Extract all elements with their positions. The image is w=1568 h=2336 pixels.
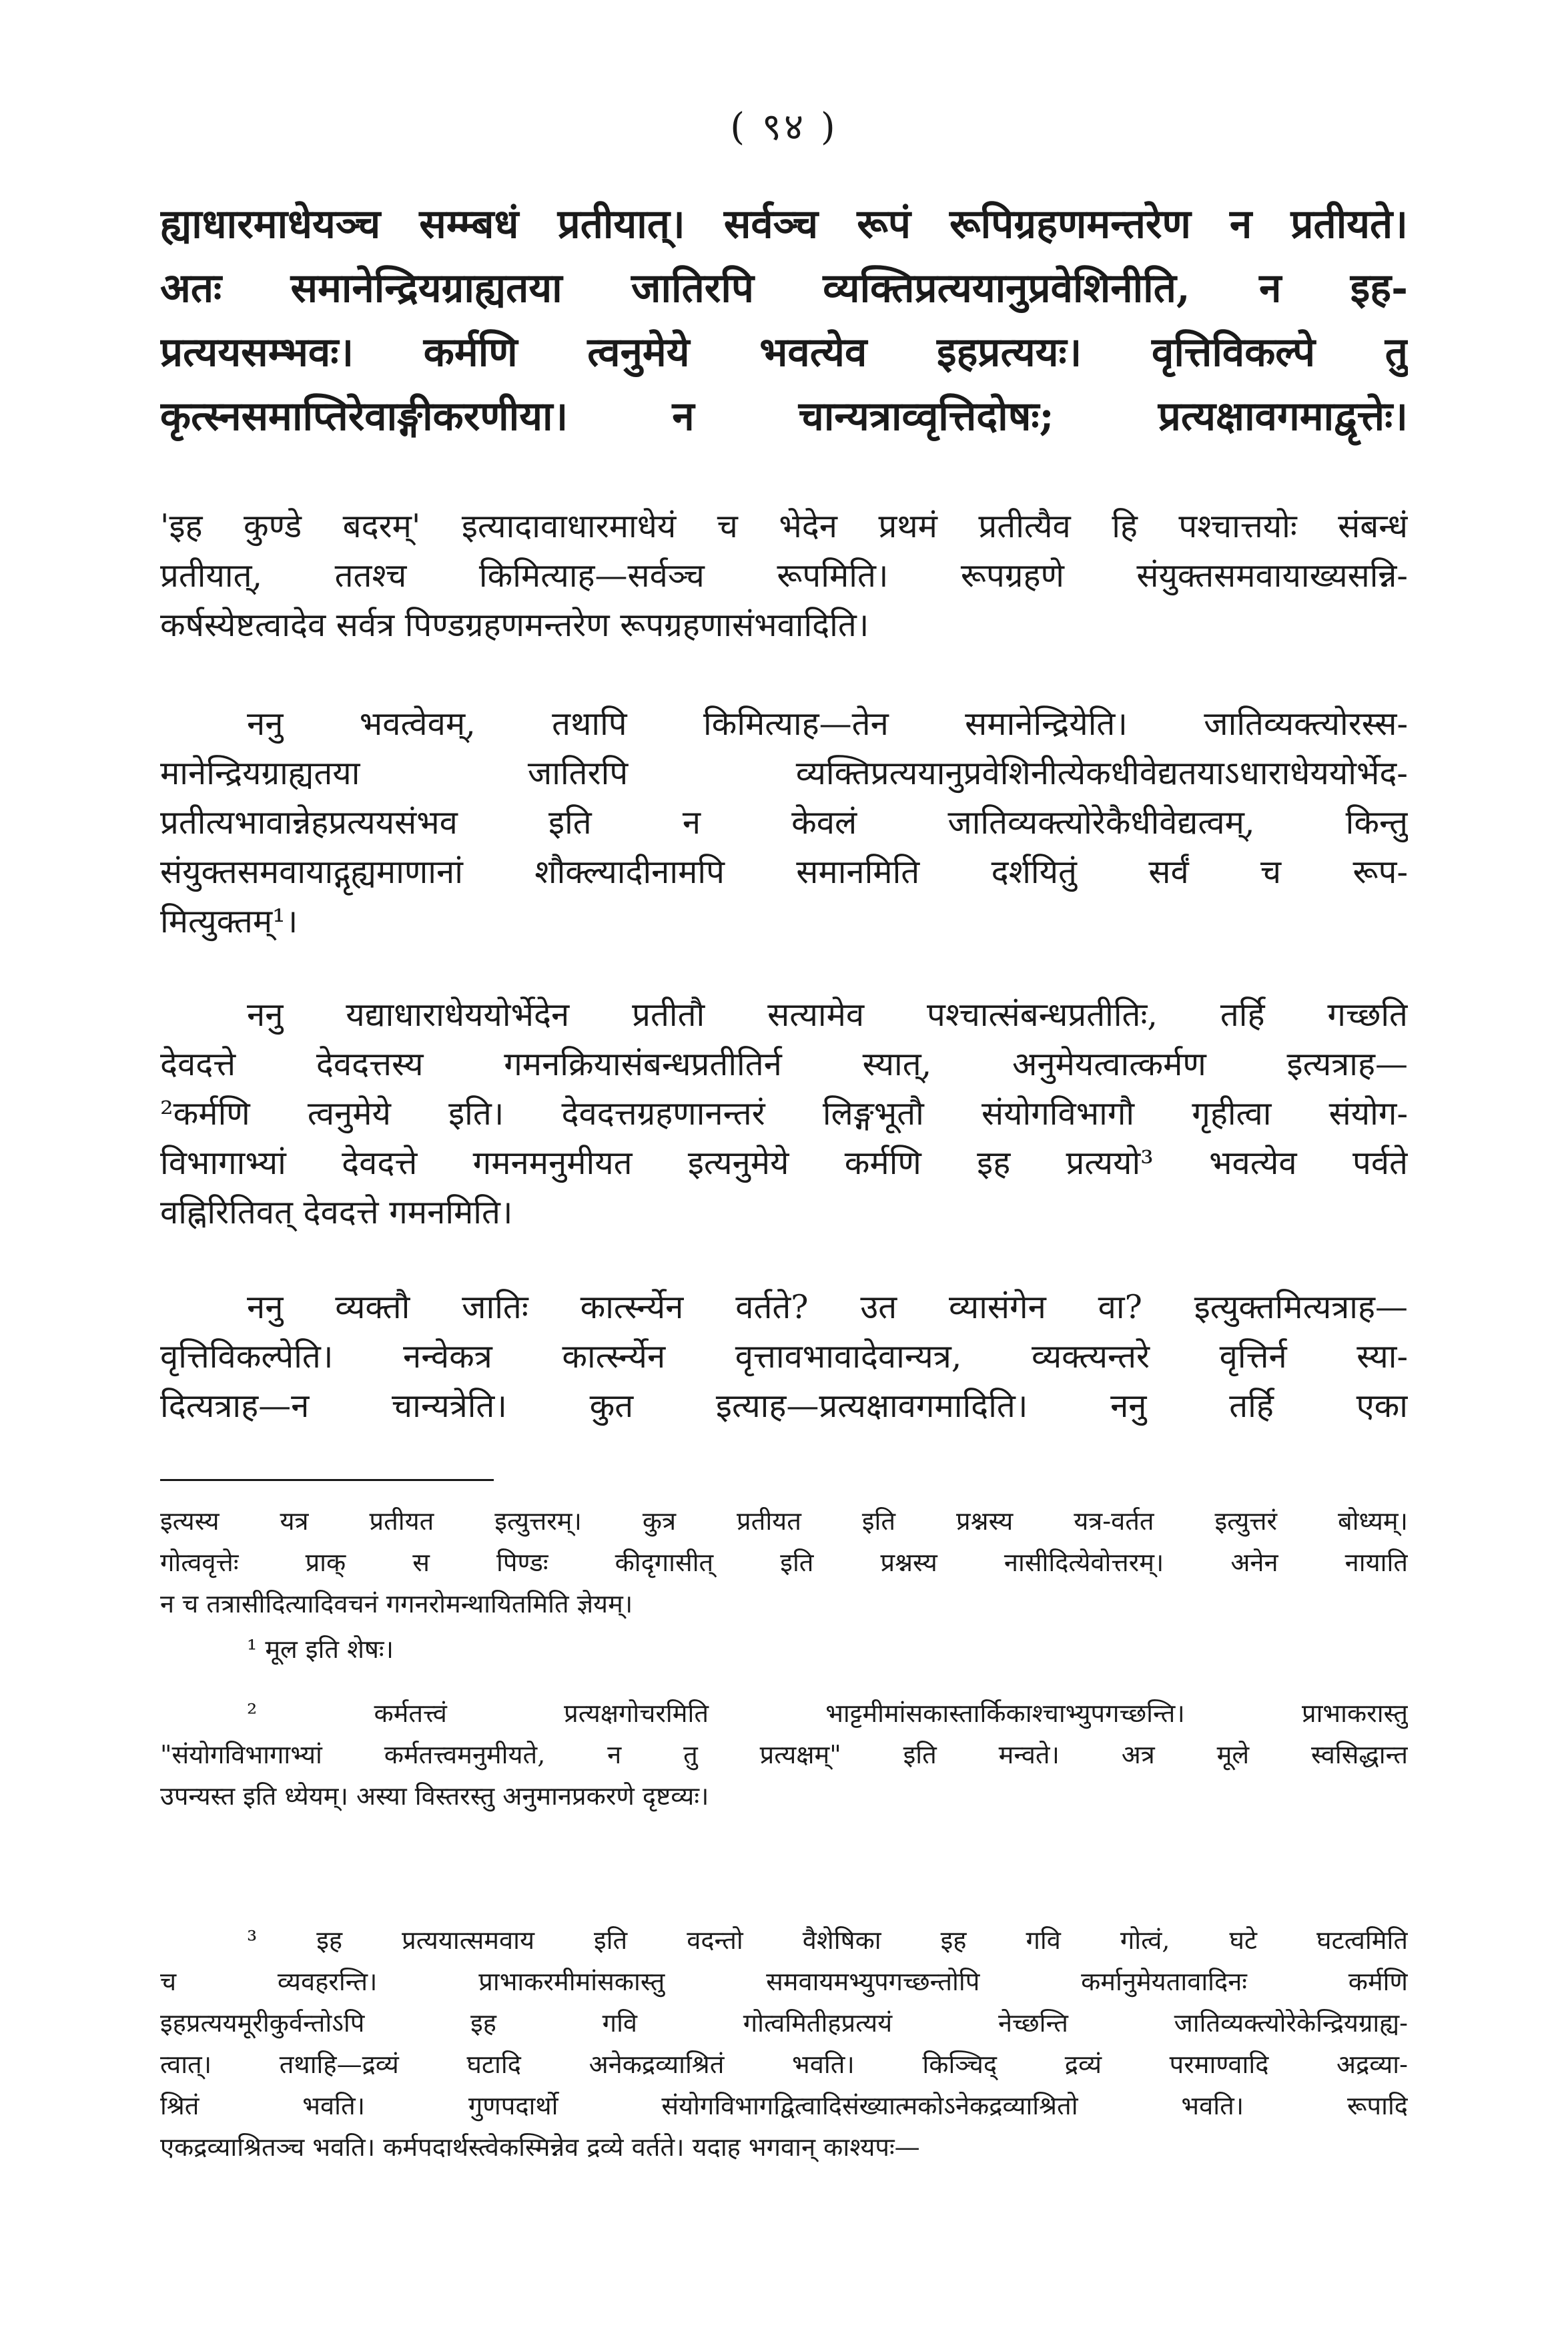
footnote-line: ² कर्मतत्त्वं प्रत्यक्षगोचरमिति भाट्टमीमांसकास्तार्किकाश्चाभ्युपगच्छन्ति। प्राभाकरास्तु	[247, 1699, 1408, 1728]
commentary-line: कर्षस्येष्टत्वादेव सर्वत्र पिण्डग्रहणमन्तरेण रूपग्रहणासंभवादिति।	[160, 606, 869, 644]
page-number: ( ९४ )	[730, 105, 838, 149]
footnote-line: न च तत्रासीदित्यादिवचनं गगनरोमन्थायितमिति ज्ञेयम्।	[160, 1589, 633, 1619]
commentary-line: ननु व्यक्तौ जातिः कार्त्स्न्येन वर्तते? उत व्यासंगेन वा? इत्युक्तमित्यत्राह—	[247, 1288, 1408, 1326]
commentary-line: मित्युक्तम्¹।	[160, 902, 298, 940]
commentary-line: प्रतीयात्, ततश्च किमित्याह—सर्वञ्च रूपमिति। रूपग्रहणे संयुक्तसमवायाख्यसन्नि-	[160, 557, 1408, 595]
commentary-paragraph	[160, 699, 1408, 946]
commentary-paragraph	[160, 502, 1408, 650]
commentary-line: वृत्तिविकल्पेति। नन्वेकत्र कार्त्स्न्येन वृत्तावभावादेवान्यत्र, व्यक्त्यन्तरे वृत्तिर्न स्या-	[160, 1338, 1408, 1376]
commentary-line: संयुक्तसमवायाद्गृह्यमाणानां शौक्ल्यादीनामपि समानमिति दर्शयितुं सर्वं च रूप-	[160, 853, 1408, 891]
commentary-line: वह्निरितिवत् देवदत्ते गमनमिति।	[160, 1193, 513, 1231]
footnote-continuation	[160, 1500, 1408, 1625]
footnote-line: उपन्यस्त इति ध्येयम्। अस्या विस्तरस्तु अनुमानप्रकरणे दृष्टव्यः।	[160, 1781, 709, 1811]
footnote-line: ¹ मूल इति शेषः।	[247, 1635, 394, 1664]
commentary-line: ननु यद्याधाराधेययोर्भेदेन प्रतीतौ सत्यामेव पश्चात्संबन्धप्रतीतिः, तर्हि गच्छति	[247, 996, 1408, 1034]
mula-line: ह्याधारमाधेयञ्च सम्म्बधं प्रतीयात्। सर्वञ्च रूपं रूपिग्रहणमन्तरेण न प्रतीयते।	[160, 201, 1408, 248]
commentary-line: 'इह कुण्डे बदरम्' इत्यादावाधारमाधेयं च भेदेन प्रथमं प्रतीत्यैव हि पश्चात्तयोः संबन्धं	[160, 507, 1408, 545]
mula-line: प्रत्ययसम्भवः। कर्मणि त्वनुमेये भवत्येव इहप्रत्ययः। वृत्तिविकल्पे तु	[160, 329, 1408, 376]
commentary-line: ननु भवत्वेवम्, तथापि किमित्याह—तेन समानेन्द्रियेति। जातिव्यक्त्योरस्स-	[247, 705, 1408, 743]
footnote-line: एकद्रव्याश्रितञ्च भवति। कर्मपदार्थस्त्वेकस्मिन्नेव द्रव्ये वर्तते। यदाह भगवान् काश्यपः—	[160, 2132, 920, 2162]
commentary-paragraph	[160, 990, 1408, 1237]
footnote-line: इहप्रत्ययमूरीकुर्वन्तोऽपि इह गवि गोत्वमितीहप्रत्ययं नेच्छन्ति जातिव्यक्त्योरेकेन्द्रियग्राह्य-	[160, 2008, 1408, 2038]
footnote-separator	[160, 1479, 494, 1481]
commentary-paragraph	[160, 1283, 1408, 1431]
commentary-line: विभागाभ्यां देवदत्ते गमनमनुमीयत इत्यनुमेये कर्मणि इह प्रत्ययो³ भवत्येव पर्वते	[160, 1144, 1408, 1182]
footnote-line: ³ इह प्रत्ययात्समवाय इति वदन्तो वैशेषिका इह गवि गोत्वं, घटे घटत्वमिति	[247, 1926, 1408, 1955]
footnote-2	[160, 1693, 1408, 1817]
footnote-1	[160, 1629, 1408, 1670]
footnote-line: श्रितं भवति। गुणपदार्थो संयोगविभागद्वित्वादिसंख्यात्मकोऽनेकद्रव्याश्रितो भवति। रूपादि	[160, 2091, 1408, 2120]
footnote-line: इत्यस्य यत्र प्रतीयत इत्युत्तरम्। कुत्र प्रतीयत इति प्रश्नस्य यत्र-वर्तत इत्युत्तरं बोध्यम्।	[160, 1506, 1408, 1536]
commentary-line: दित्यत्राह—न चान्यत्रेति। कुत इत्याह—प्रत्यक्षावगमादिति। ननु तर्हि एका	[160, 1387, 1408, 1425]
commentary-line: मानेन्द्रियग्राह्यतया जातिरपि व्यक्तिप्रत्ययानुप्रवेशिनीत्येकधीवेद्यतयाऽधाराधेययोर्भेद-	[160, 754, 1408, 792]
commentary-line: देवदत्ते देवदत्तस्य गमनक्रियासंबन्धप्रतीतिर्न स्यात्, अनुमेयत्वात्कर्मण इत्यत्राह—	[160, 1045, 1408, 1083]
footnote-3	[160, 1920, 1408, 2168]
mula-line: अतः समानेन्द्रियग्राह्यतया जातिरपि व्यक्तिप्रत्ययानुप्रवेशिनीति, न इह-	[160, 265, 1408, 312]
commentary-line: प्रतीत्यभावान्नेहप्रत्ययसंभव इति न केवलं जातिव्यक्त्योरेकैधीवेद्यत्वम्, किन्तु	[160, 804, 1408, 842]
commentary-line: ²कर्मणि त्वनुमेये इति। देवदत्तग्रहणानन्तरं लिङ्गभूतौ संयोगविभागौ गृहीत्वा संयोग-	[160, 1095, 1408, 1133]
footnote-line: "संयोगविभागाभ्यां कर्मतत्त्वमनुमीयते, न तु प्रत्यक्षम्" इति मन्वते। अत्र मूले स्वसिद्धान्त	[160, 1740, 1408, 1769]
footnote-line: गोत्ववृत्तेः प्राक् स पिण्डः कीदृगासीत् इति प्रश्नस्य नासीदित्येवोत्तरम्। अनेन नायाति	[160, 1548, 1408, 1577]
footnote-line: च व्यवहरन्ति। प्राभाकरमीमांसकास्तु समवायमभ्युपगच्छन्तोपि कर्मानुमेयतावादिनः कर्मणि	[160, 1967, 1408, 1996]
footnote-line: त्वात्। तथाहि—द्रव्यं घटादि अनेकद्रव्याश्रितं भवति। किञ्चिद् द्रव्यं परमाण्वादि अद्रव्या-	[160, 2050, 1408, 2079]
mula-line: कृत्स्नसमाप्तिरेवाङ्गीकरणीया। न चान्यत्राव्वृत्तिदोषः; प्रत्यक्षावगमाद्वृत्तेः।	[160, 393, 1408, 440]
mula-text	[160, 192, 1408, 449]
